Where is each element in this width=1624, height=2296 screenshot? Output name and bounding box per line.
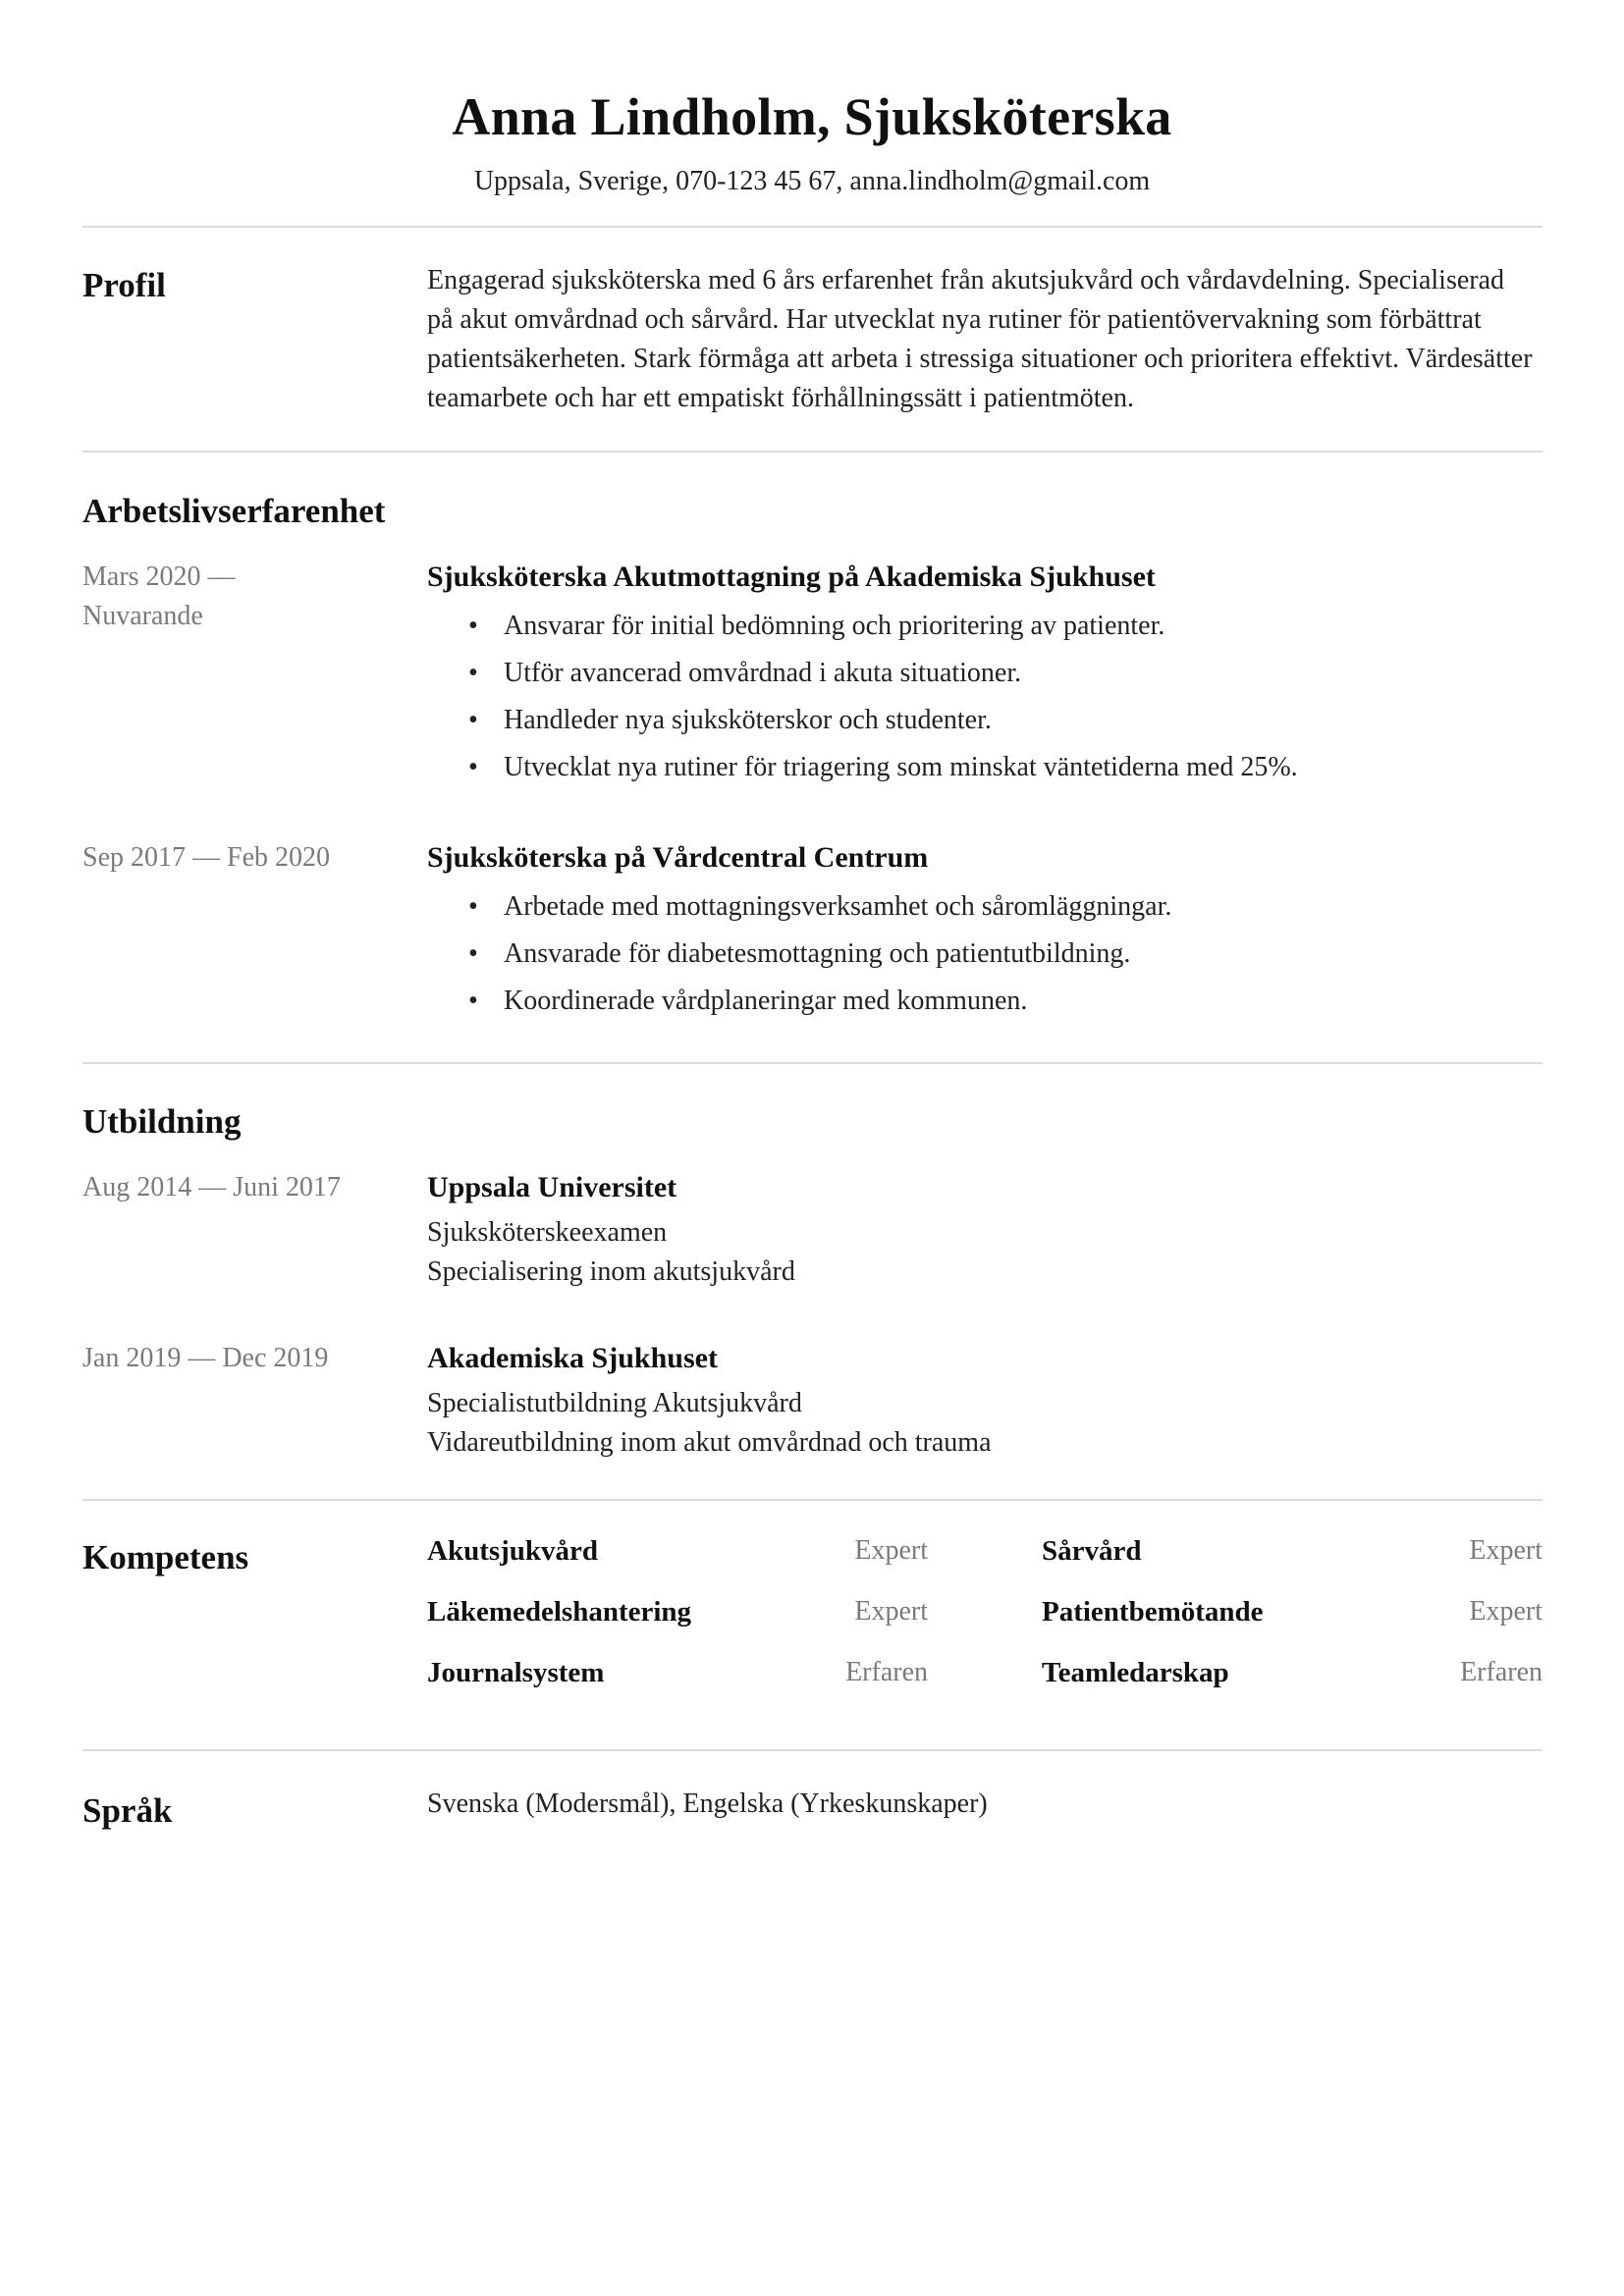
skill-item [1042, 1592, 1543, 1631]
divider [82, 226, 1543, 228]
languages-heading: Språk [82, 1791, 173, 1830]
languages-list: Svenska (Modersmål), Engelska (Yrkeskunskaper) [427, 1789, 988, 1819]
skills-heading: Kompetens [82, 1538, 249, 1576]
profile-line: på akut omvårdnad och sårvård. Har utvecklat nya rutiner för patientövervakning som förbättrat [427, 304, 1482, 335]
skill-name: Läkemedelshantering [427, 1596, 692, 1628]
job-title: Sjuksköterska Akutmottagning på Akademiska Sjukhuset [427, 561, 1156, 593]
profile-line: Engagerad sjuksköterska med 6 års erfarenhet från akutsjukvård och vårdavdelning. Specialiserad [427, 265, 1505, 295]
divider [82, 1499, 1543, 1501]
divider [82, 451, 1543, 453]
job-date-start: Mars 2020 — [82, 561, 236, 592]
skill-level: Expert [1469, 1596, 1543, 1627]
skill-level: Erfaren [845, 1657, 928, 1687]
job-bullet: • Koordinerade vårdplaneringar med kommunen. [427, 978, 1543, 1025]
job-bullet: • Utför avancerad omvårdnad i akuta situationer. [427, 650, 1543, 697]
profile-line: patientsäkerheten. Stark förmåga att arbeta i stressiga situationer och prioritera effektivt. Värdesätter [427, 344, 1533, 374]
skill-item [427, 1653, 928, 1692]
job-date [82, 838, 397, 878]
skill-level: Erfaren [1460, 1657, 1543, 1687]
school-name: Akademiska Sjukhuset [427, 1342, 718, 1374]
candidate-name: Anna Lindholm, Sjuksköterska [452, 87, 1172, 146]
job-bullets [427, 603, 1543, 791]
job-bullet: • Arbetade med mottagningsverksamhet och såromläggningar. [427, 883, 1543, 931]
specialization: Vidareutbildning inom akut omvårdnad och trauma [427, 1427, 992, 1458]
contact-info: Uppsala, Sverige, 070-123 45 67, anna.lindholm@gmail.com [473, 166, 1151, 196]
specialization: Specialisering inom akutsjukvård [427, 1256, 795, 1287]
skill-level: Expert [854, 1596, 928, 1627]
experience-heading: Arbetslivserfarenhet [82, 492, 386, 530]
education-date: Aug 2014 — Juni 2017 [82, 1172, 341, 1202]
skill-item [1042, 1531, 1543, 1571]
resume-header [0, 82, 1624, 198]
profile-line: teamarbete och har ett empatiskt förhållningssätt i patientmöten. [427, 383, 1134, 413]
skill-name: Sårvård [1042, 1535, 1142, 1567]
skill-name: Journalsystem [427, 1657, 605, 1688]
skill-item [427, 1592, 928, 1631]
job-title: Sjuksköterska på Vårdcentral Centrum [427, 841, 929, 874]
job-bullet: • Utvecklat nya rutiner för triagering som minskat väntetiderna med 25%. [427, 744, 1543, 791]
school-name: Uppsala Universitet [427, 1171, 677, 1203]
job-bullet: • Ansvarar för initial bedömning och prioritering av patienter. [427, 603, 1543, 650]
job-date-range: Sep 2017 — Feb 2020 [82, 842, 330, 873]
skill-name: Patientbemötande [1042, 1596, 1264, 1628]
divider [82, 1749, 1543, 1751]
job-bullet: • Ansvarade för diabetesmottagning och patientutbildning. [427, 931, 1543, 978]
divider [82, 1062, 1543, 1064]
job-date [82, 558, 397, 636]
degree: Sjuksköterskeexamen [427, 1217, 668, 1248]
skill-level: Expert [1469, 1535, 1543, 1566]
skill-name: Akutsjukvård [427, 1535, 599, 1567]
education-heading: Utbildning [82, 1102, 242, 1141]
skill-item [1042, 1653, 1543, 1692]
profile-heading: Profil [82, 266, 166, 304]
job-bullets [427, 883, 1543, 1025]
education-date: Jan 2019 — Dec 2019 [82, 1343, 329, 1373]
job-bullet: • Handleder nya sjuksköterskor och studenter. [427, 697, 1543, 744]
skill-item [427, 1531, 928, 1571]
job-date-end: Nuvarande [82, 601, 203, 631]
skill-level: Expert [854, 1535, 928, 1566]
skill-name: Teamledarskap [1042, 1657, 1229, 1688]
degree: Specialistutbildning Akutsjukvård [427, 1388, 802, 1418]
